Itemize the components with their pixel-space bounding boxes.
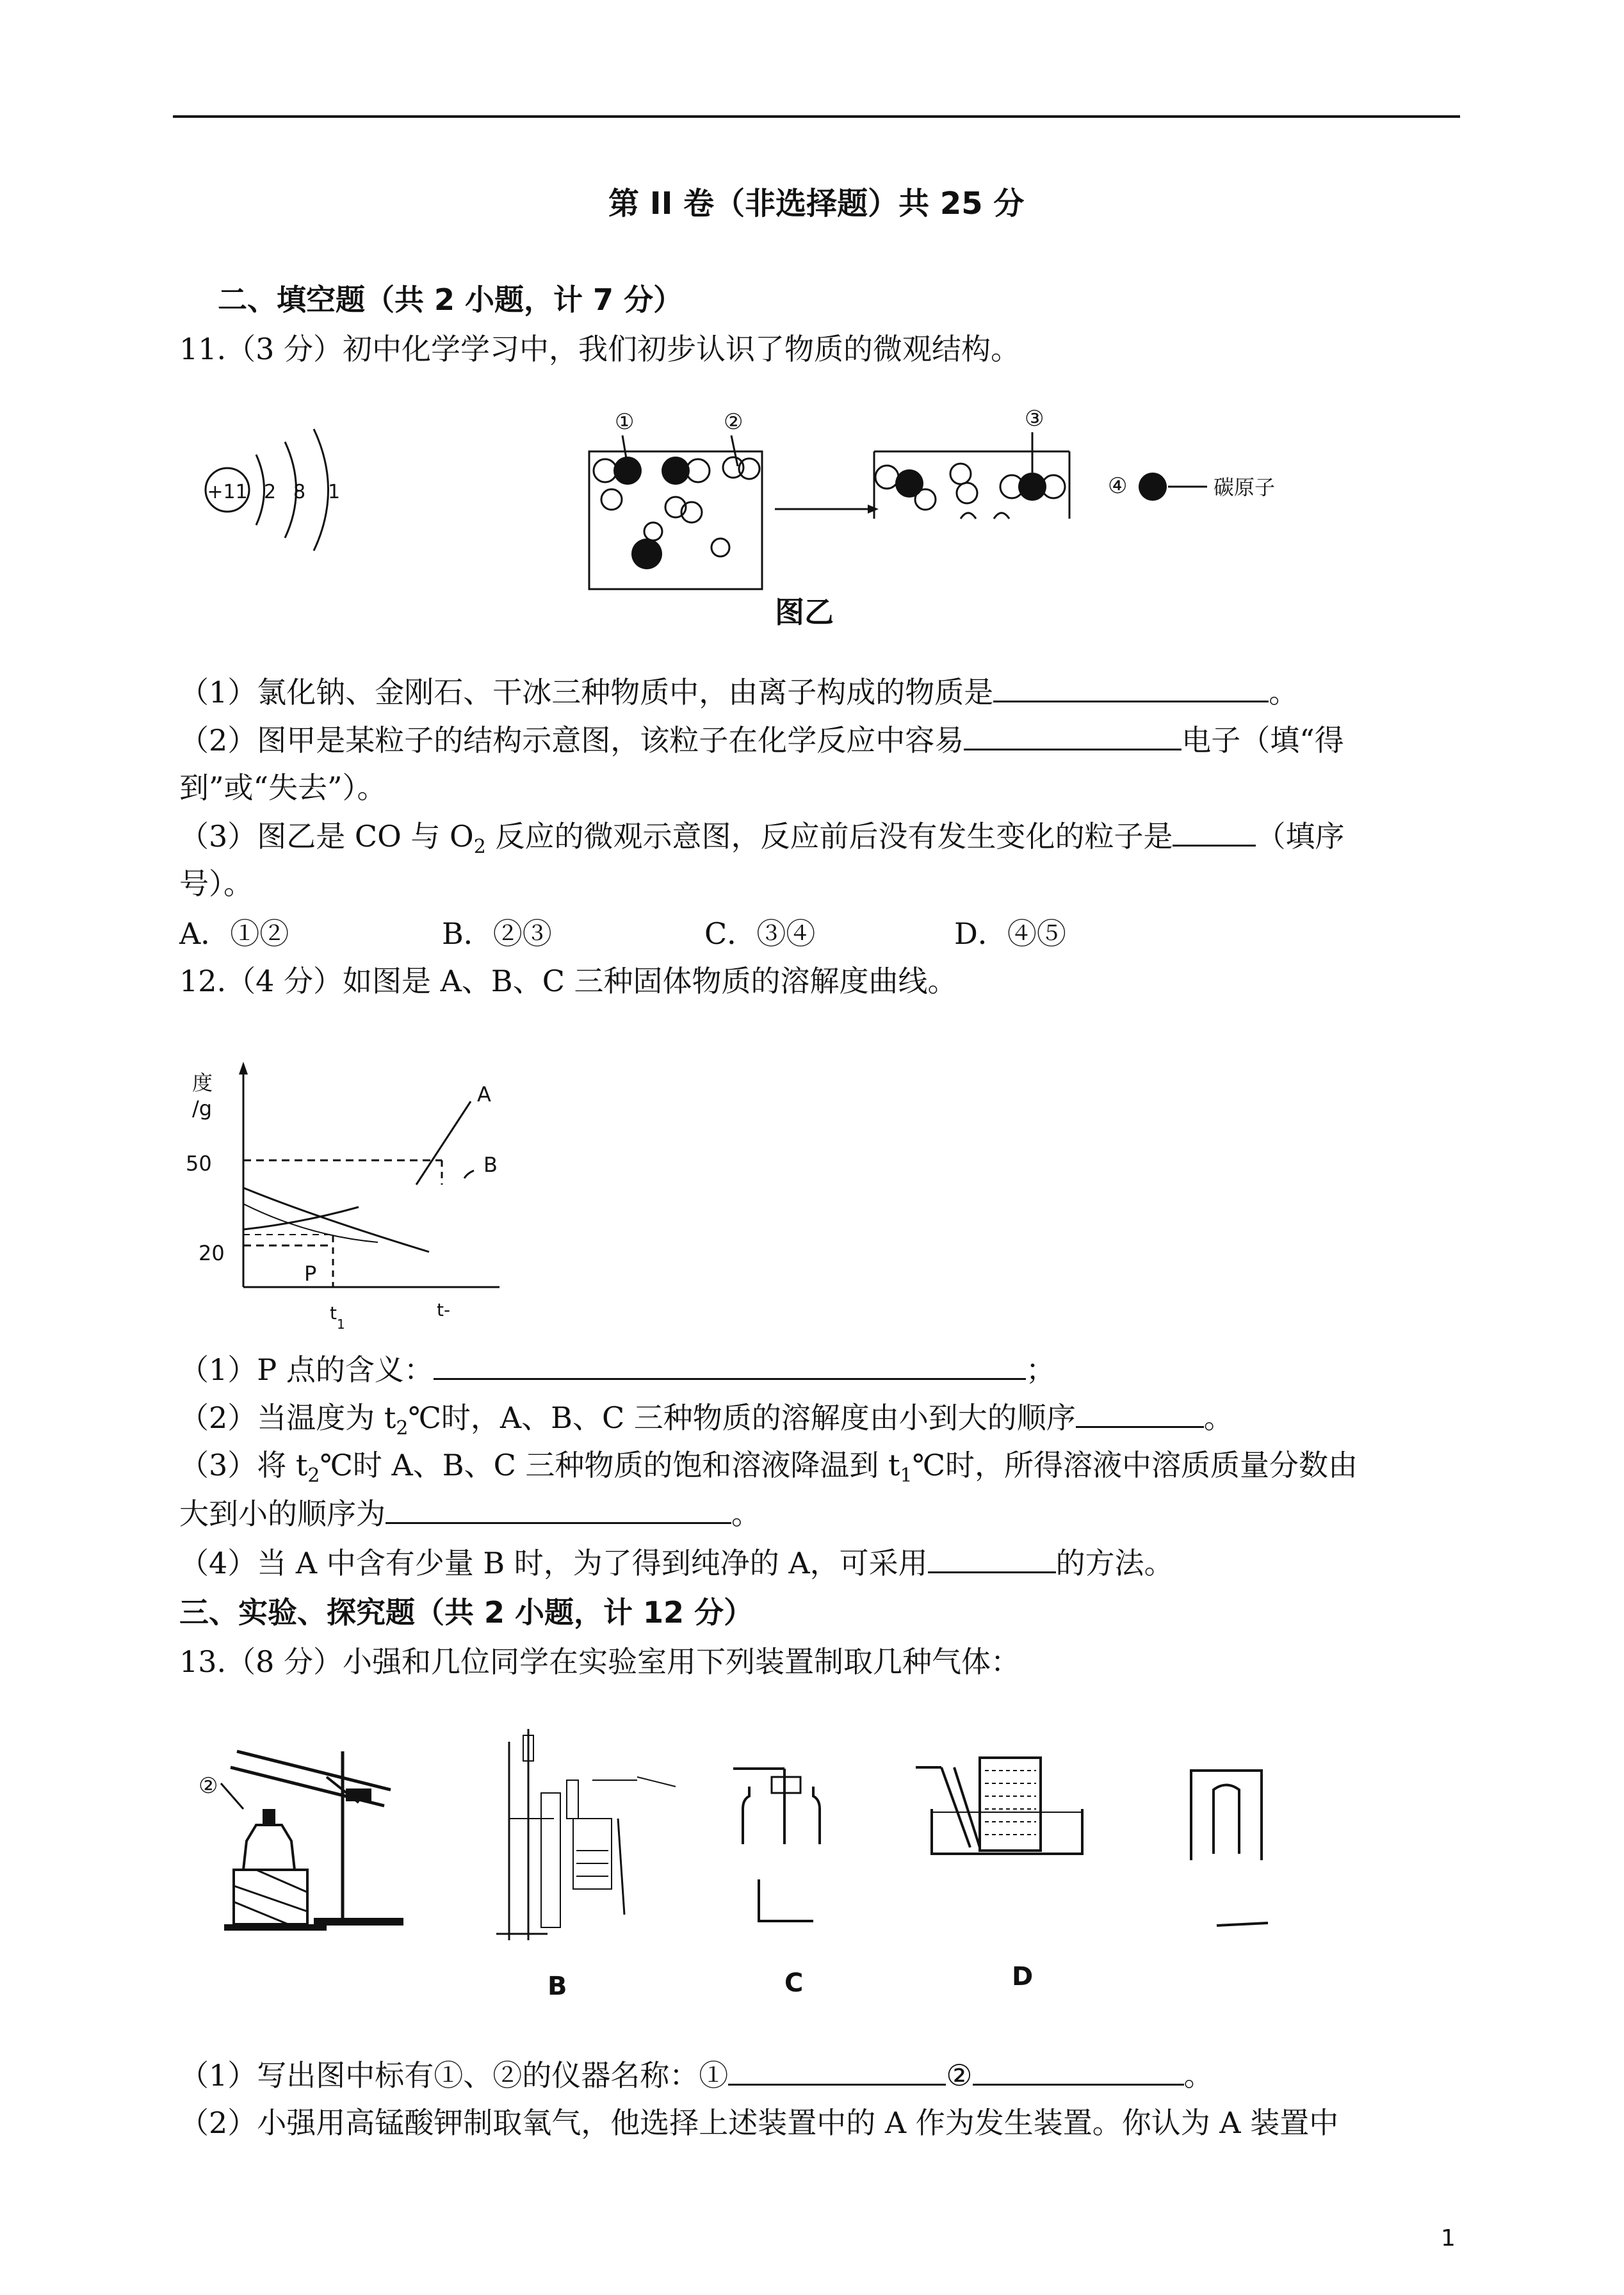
q11-option-c[interactable]: C．③④ <box>704 916 816 951</box>
label-2: ② <box>724 409 743 435</box>
apparatus-marker: ② <box>199 1773 218 1799</box>
q12-stem: 12.（4 分）如图是 A、B、C 三种固体物质的溶解度曲线。 <box>179 964 957 998</box>
y-unit: /g <box>192 1096 213 1121</box>
header-rule <box>173 115 1460 118</box>
point-p-label: P <box>304 1261 317 1286</box>
q13-answer-blank-1[interactable] <box>728 2056 946 2086</box>
carbon-atom-legend: 碳原子 <box>1214 475 1276 499</box>
q12-part4: （4）当 A 中含有少量 B 时，为了得到纯净的 A，可采用 的方法。 <box>179 1543 1174 1582</box>
apparatus-label-d: D <box>1012 1962 1034 1991</box>
q12-answer-blank-3[interactable] <box>386 1494 731 1524</box>
apparatus-e-gas-jar <box>1178 1758 1287 1937</box>
q13-answer-blank-2[interactable] <box>973 2056 1184 2086</box>
x-tick-t2: t- <box>437 1299 451 1320</box>
apparatus-b-setup <box>471 1723 701 2001</box>
curve-label-b: B <box>483 1153 498 1177</box>
nucleus-charge: +11 <box>207 481 248 503</box>
q11-option-a[interactable]: A．①② <box>179 916 289 951</box>
q11-part3-cont: 号）。 <box>179 866 253 901</box>
q12-part3-cont: 大到小的顺序为 。 <box>179 1494 761 1533</box>
apparatus-label-b: B <box>548 1972 567 2001</box>
y-tick-20: 20 <box>199 1241 225 1265</box>
q12-answer-blank-1[interactable] <box>434 1350 1026 1380</box>
q12-answer-blank-4[interactable] <box>928 1543 1056 1573</box>
section-title: 第 II 卷（非选择题）共 25 分 <box>608 186 1025 222</box>
q11-part1: （1）氯化钠、金刚石、干冰三种物质中，由离子构成的物质是 。 <box>179 672 1298 711</box>
q11-answer-blank-1[interactable] <box>993 672 1269 702</box>
q13-part1: （1）写出图中标有①、②的仪器名称：① ② 。 <box>179 2056 1214 2095</box>
y-unit-top: 度 <box>192 1071 213 1095</box>
apparatus-a-heating-setup <box>199 1732 429 1937</box>
curve-label-a: A <box>477 1082 491 1107</box>
q13-stem: 13.（8 分）小强和几位同学在实验室用下列装置制取几种气体： <box>179 1644 1021 1679</box>
shell-1-count: 2 <box>264 481 277 503</box>
q11-part2-cont: 到”或“失去”）。 <box>179 770 387 805</box>
q13-part2: （2）小强用高锰酸钾制取氧气，他选择上述装置中的 A 作为发生装置。你认为 A 装置中 <box>179 2105 1339 2140</box>
q12-part1: （1）P 点的含义： ； <box>179 1350 1055 1389</box>
reaction-micro-diagram <box>576 397 1313 640</box>
figure-caption-yi: 图乙 <box>775 595 834 629</box>
x-tick-t1: t <box>330 1302 337 1324</box>
q11-answer-blank-3[interactable] <box>1173 816 1256 847</box>
q11-answer-blank-2[interactable] <box>964 720 1181 750</box>
q11-stem: 11.（3 分）初中化学学习中，我们初步认识了物质的微观结构。 <box>179 332 1021 366</box>
label-3: ③ <box>1025 406 1044 432</box>
apparatus-c-collection-bottle <box>724 1761 852 1998</box>
shell-2-count: 8 <box>293 481 306 503</box>
x-tick-t1-sub: 1 <box>337 1317 345 1332</box>
page-number: 1 <box>1441 2225 1456 2251</box>
section2-heading: 二、填空题（共 2 小题，计 7 分） <box>218 282 683 317</box>
label-1: ① <box>615 409 635 435</box>
q11-part3: （3）图乙是 CO 与 $O_2$ 反应的微观示意图，反应前后没有发生变化的粒子是 （填序 <box>179 816 1344 866</box>
q11-part2: （2）图甲是某粒子的结构示意图，该粒子在化学反应中容易 电子（填“得 <box>179 720 1344 759</box>
section3-heading: 三、实验、探究题（共 2 小题，计 12 分） <box>179 1595 754 1630</box>
y-tick-50: 50 <box>186 1151 212 1176</box>
q11-option-d[interactable]: D．④⑤ <box>954 916 1066 951</box>
q12-part2: （2）当温度为 $t_2℃$时，A、B、C 三种物质的溶解度由小到大的顺序 。 <box>179 1398 1233 1448</box>
apparatus-label-c: C <box>784 1968 804 1998</box>
q12-part3: （3）将 $t_2℃$时 A、B、C 三种物质的饱和溶液降温到 $t_1℃$时，所得溶液中溶质质量分数由 <box>179 1448 1358 1488</box>
label-4: ④ <box>1108 473 1128 499</box>
shell-3-count: 1 <box>328 481 341 503</box>
atom-structure-diagram <box>192 416 359 583</box>
q11-option-b[interactable]: B．②③ <box>442 916 552 951</box>
solubility-curve-graph <box>186 1057 519 1338</box>
apparatus-d-water-trough <box>909 1751 1101 1995</box>
q12-answer-blank-2[interactable] <box>1076 1398 1204 1428</box>
